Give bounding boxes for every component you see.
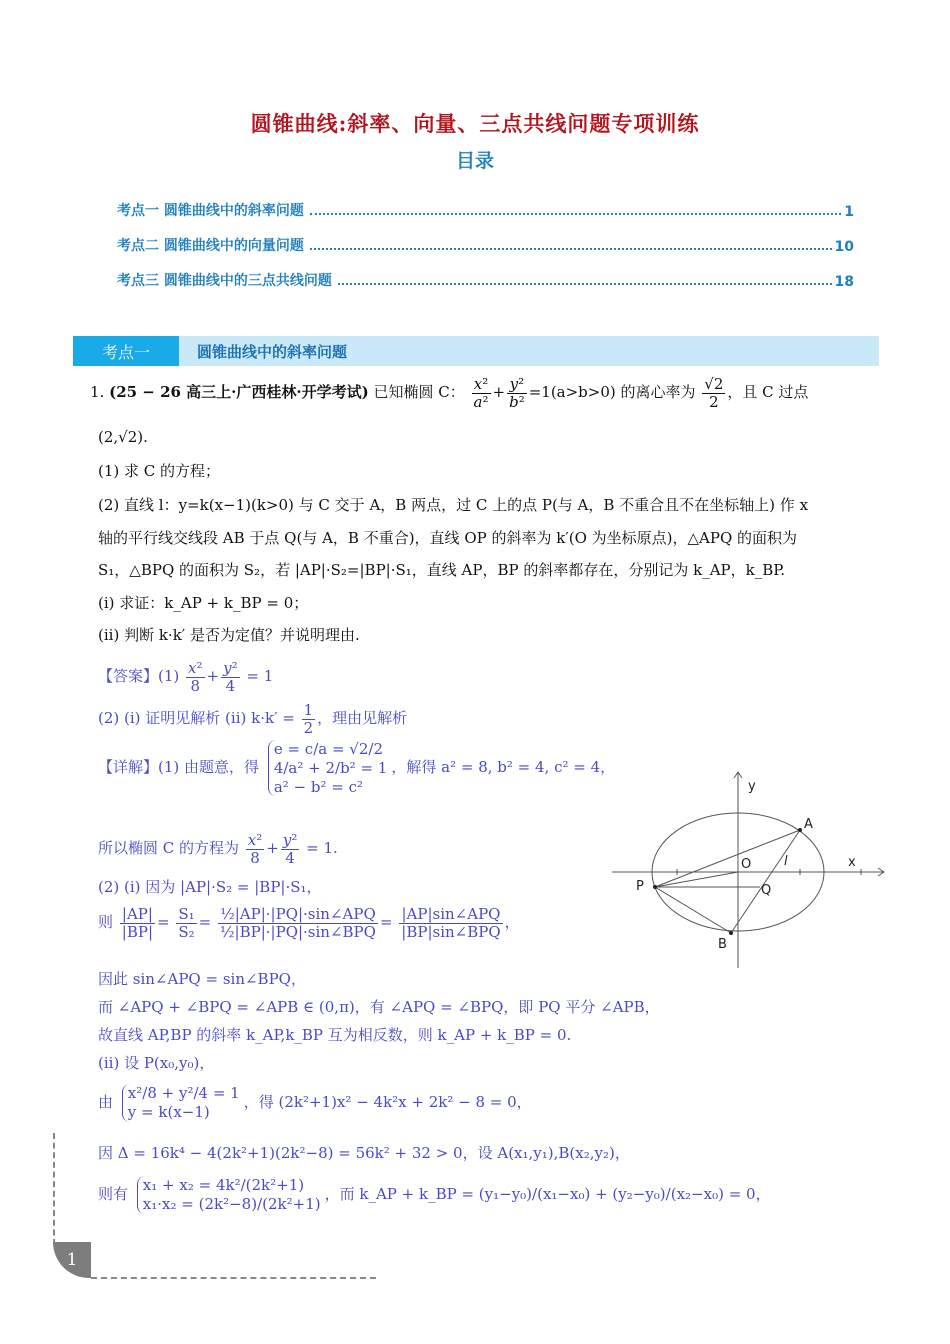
solution-line-8: (ii) 设 P(x₀,y₀)，: [98, 1054, 215, 1072]
section-name: 圆锥曲线中的斜率问题: [197, 342, 348, 361]
page-border-dash: [53, 1133, 55, 1245]
equation: y = k(x−1): [127, 1102, 210, 1121]
solution-line-10: 因 Δ = 16k⁴ − 4(2k²+1)(2k²−8) = 56k² + 32 > 0，设 A(x₁,y₁),B(x₂,y₂)，: [98, 1144, 630, 1162]
solution-label: 【详解】: [98, 758, 159, 777]
svg-text:x: x: [848, 855, 856, 870]
toc-label: 考点二 圆锥曲线中的向量问题: [117, 238, 304, 254]
question-number: 1.: [90, 383, 105, 401]
table-of-contents: [117, 185, 854, 290]
fraction: $\frac{\text{x²}}{8}$: [247, 831, 263, 867]
fraction: $\frac{√2}{2}$: [704, 375, 724, 411]
toc-entry[interactable]: [117, 255, 854, 290]
question-part-2: (2) 直线 l：y=k(x−1)(k>0) 与 C 交于 A，B 两点，过 C 上的点 P(与 A，B 不重合且不在坐标轴上) 作 x: [98, 496, 809, 514]
toc-leader: [338, 282, 832, 285]
section-header: [73, 336, 879, 366]
answer-line-2: [98, 702, 407, 736]
toc-entry[interactable]: [117, 185, 854, 220]
answer-label: 【答案】: [98, 667, 159, 685]
page-number: 1: [53, 1242, 91, 1278]
fraction: $\frac{\text{y²}}{4}$: [282, 831, 298, 867]
question-part-1: (1) 求 C 的方程；: [98, 462, 221, 480]
svg-text:y: y: [748, 779, 756, 794]
fraction: $\frac{\text{½|AP|·|PQ|·sin∠APQ}}{\text{½|BP|·|PQ|·sin∠BPQ}}$: [220, 905, 376, 941]
svg-text:P: P: [636, 879, 644, 894]
solution-text: 所以椭圆 C 的方程为: [98, 839, 240, 857]
fraction: $\frac{\text{S₁}}{\text{S₂}}$: [178, 905, 195, 941]
solution-text: ，得 (2k²+1)x² − 4k²x + 2k² − 8 = 0，: [243, 1092, 532, 1111]
question-line-1: 1. (25 − 26 高三上·广西桂林·开学考试) 已知椭圆 C： $\frac{\text{x²}}{\text{a²}}$ + $\frac{\text{y²}}{\text{b²}}$ =1(a>b>0) 的离心率为 $\frac{√2}{2}$ ，且 C 过点: [90, 375, 809, 411]
question-sub-i: (i) 求证：k_AP + k_BP = 0；: [98, 594, 309, 612]
equation-system: [137, 1176, 321, 1214]
toc-label: 考点三 圆锥曲线中的三点共线问题: [117, 273, 332, 289]
fraction: $\frac{\text{x²}}{8}$: [188, 659, 203, 695]
fraction: $\frac{1}{2}$: [303, 701, 314, 737]
solution-line-9: [98, 1084, 532, 1122]
question-sub-ii: (ii) 判断 k·k′ 是否为定值？并说明理由.: [98, 626, 360, 644]
toc-leader: [310, 247, 832, 250]
svg-text:Q: Q: [761, 883, 772, 898]
solution-text: 则: [98, 913, 114, 931]
equation: a² − b² = c²: [273, 777, 364, 796]
page-border-dash: [91, 1277, 376, 1279]
equation: x₁·x₂ = (2k²−8)/(2k²+1): [142, 1194, 321, 1213]
question-source: (25 − 26 高三上·广西桂林·开学考试): [109, 383, 369, 401]
equation: x₁ + x₂ = 4k²/(2k²+1): [142, 1176, 305, 1194]
question-text: ，且 C 过点: [727, 383, 809, 401]
solution-line-11: [98, 1176, 771, 1214]
toc-leader: [310, 212, 841, 215]
ellipse-diagram: [608, 762, 890, 972]
question-point: (2,√2).: [98, 428, 148, 446]
answer-text: (2) (i) 证明见解析 (ii) k·k′ =: [98, 709, 295, 727]
question-text: 已知椭圆 C：: [373, 383, 465, 401]
equation-system: [268, 740, 388, 796]
answer-text: ，理由见解析: [317, 709, 408, 727]
solution-text: 则有: [98, 1184, 129, 1203]
equation: x²/8 + y²/4 = 1: [127, 1084, 240, 1102]
solution-text: 由: [98, 1092, 114, 1111]
fraction: $\frac{\text{x²}}{\text{a²}}$: [473, 375, 489, 411]
document-title: 圆锥曲线:斜率、向量、三点共线问题专项训练: [250, 111, 700, 136]
svg-text:B: B: [718, 937, 727, 952]
question-text: =1(a>b>0) 的离心率为: [528, 383, 696, 401]
toc-entry[interactable]: [117, 220, 854, 255]
question-part-2: S₁，△BPQ 的面积为 S₂，若 |AP|·S₂=|BP|·S₁，直线 AP，BP 的斜率都存在，分别记为 k_AP，k_BP.: [98, 561, 786, 579]
solution-text: = 1.: [306, 839, 338, 857]
svg-text:A: A: [804, 817, 813, 832]
solution-text: (1) 由题意，得: [158, 758, 260, 777]
toc-page: 10: [834, 239, 854, 255]
solution-line-7: 故直线 AP,BP 的斜率 k_AP,k_BP 互为相反数，则 k_AP + k_BP = 0.: [98, 1026, 572, 1044]
answer-text: (1): [158, 667, 180, 685]
solution-line-1: [98, 740, 615, 796]
toc-page: 1: [844, 204, 854, 220]
solution-text: ，解得 a² = 8, b² = 4, c² = 4，: [391, 758, 616, 777]
fraction: $\frac{\text{|AP|sin∠APQ}}{\text{|BP|sin∠BPQ}}$: [401, 905, 501, 941]
solution-line-5: 因此 sin∠APQ = sin∠BPQ，: [98, 970, 306, 988]
toc-title: 目录: [455, 150, 494, 172]
answer-text: = 1: [246, 667, 274, 685]
section-tag: 考点一: [73, 336, 179, 366]
solution-text: ，而 k_AP + k_BP = (y₁−y₀)/(x₁−x₀) + (y₂−y₀)/(x₂−x₀) = 0，: [324, 1184, 771, 1203]
equation-system: [122, 1084, 240, 1122]
solution-line-6: 而 ∠APQ + ∠BPQ = ∠APB ∈ (0,π)，有 ∠APQ = ∠BPQ，即 PQ 平分 ∠APB，: [98, 998, 660, 1016]
toc-label: 考点一 圆锥曲线中的斜率问题: [117, 203, 304, 219]
svg-text:O: O: [741, 857, 752, 872]
equation: 4/a² + 2/b² = 1: [273, 758, 388, 777]
fraction: $\frac{|AP|}{|BP|}$: [121, 905, 154, 941]
answer-line-1: 【答案】(1) $\frac{\text{x²}}{8}$ + $\frac{\text{y²}}{4}$ = 1: [98, 659, 274, 695]
solution-line-4: 则 $\frac{|AP|}{|BP|}$ = $\frac{\text{S₁}}{\text{S₂}}$ = $\frac{\text{½|AP|·|PQ|·sin∠APQ}}{\text{½|BP|·|PQ|·sin∠BPQ}}$ = $\frac{\text{|AP|sin∠APQ}}{\text{|BP|sin∠BPQ}}$ ，: [98, 905, 520, 941]
toc-page: 18: [834, 274, 854, 290]
fraction: $\frac{\text{y²}}{\text{b²}}$: [509, 375, 525, 411]
equation: e = c/a = √2/2: [273, 740, 384, 758]
svg-text:l: l: [784, 854, 788, 869]
question-part-2: 轴的平行线交线段 AB 于点 Q(与 A，B 不重合)，直线 OP 的斜率为 k′(O 为坐标原点)，△APQ 的面积为: [98, 529, 798, 547]
solution-line-3: (2) (i) 因为 |AP|·S₂ = |BP|·S₁，: [98, 878, 322, 896]
fraction: $\frac{\text{y²}}{4}$: [223, 659, 238, 695]
solution-line-2: 所以椭圆 C 的方程为 $\frac{\text{x²}}{8}$ + $\frac{\text{y²}}{4}$ = 1.: [98, 831, 338, 867]
